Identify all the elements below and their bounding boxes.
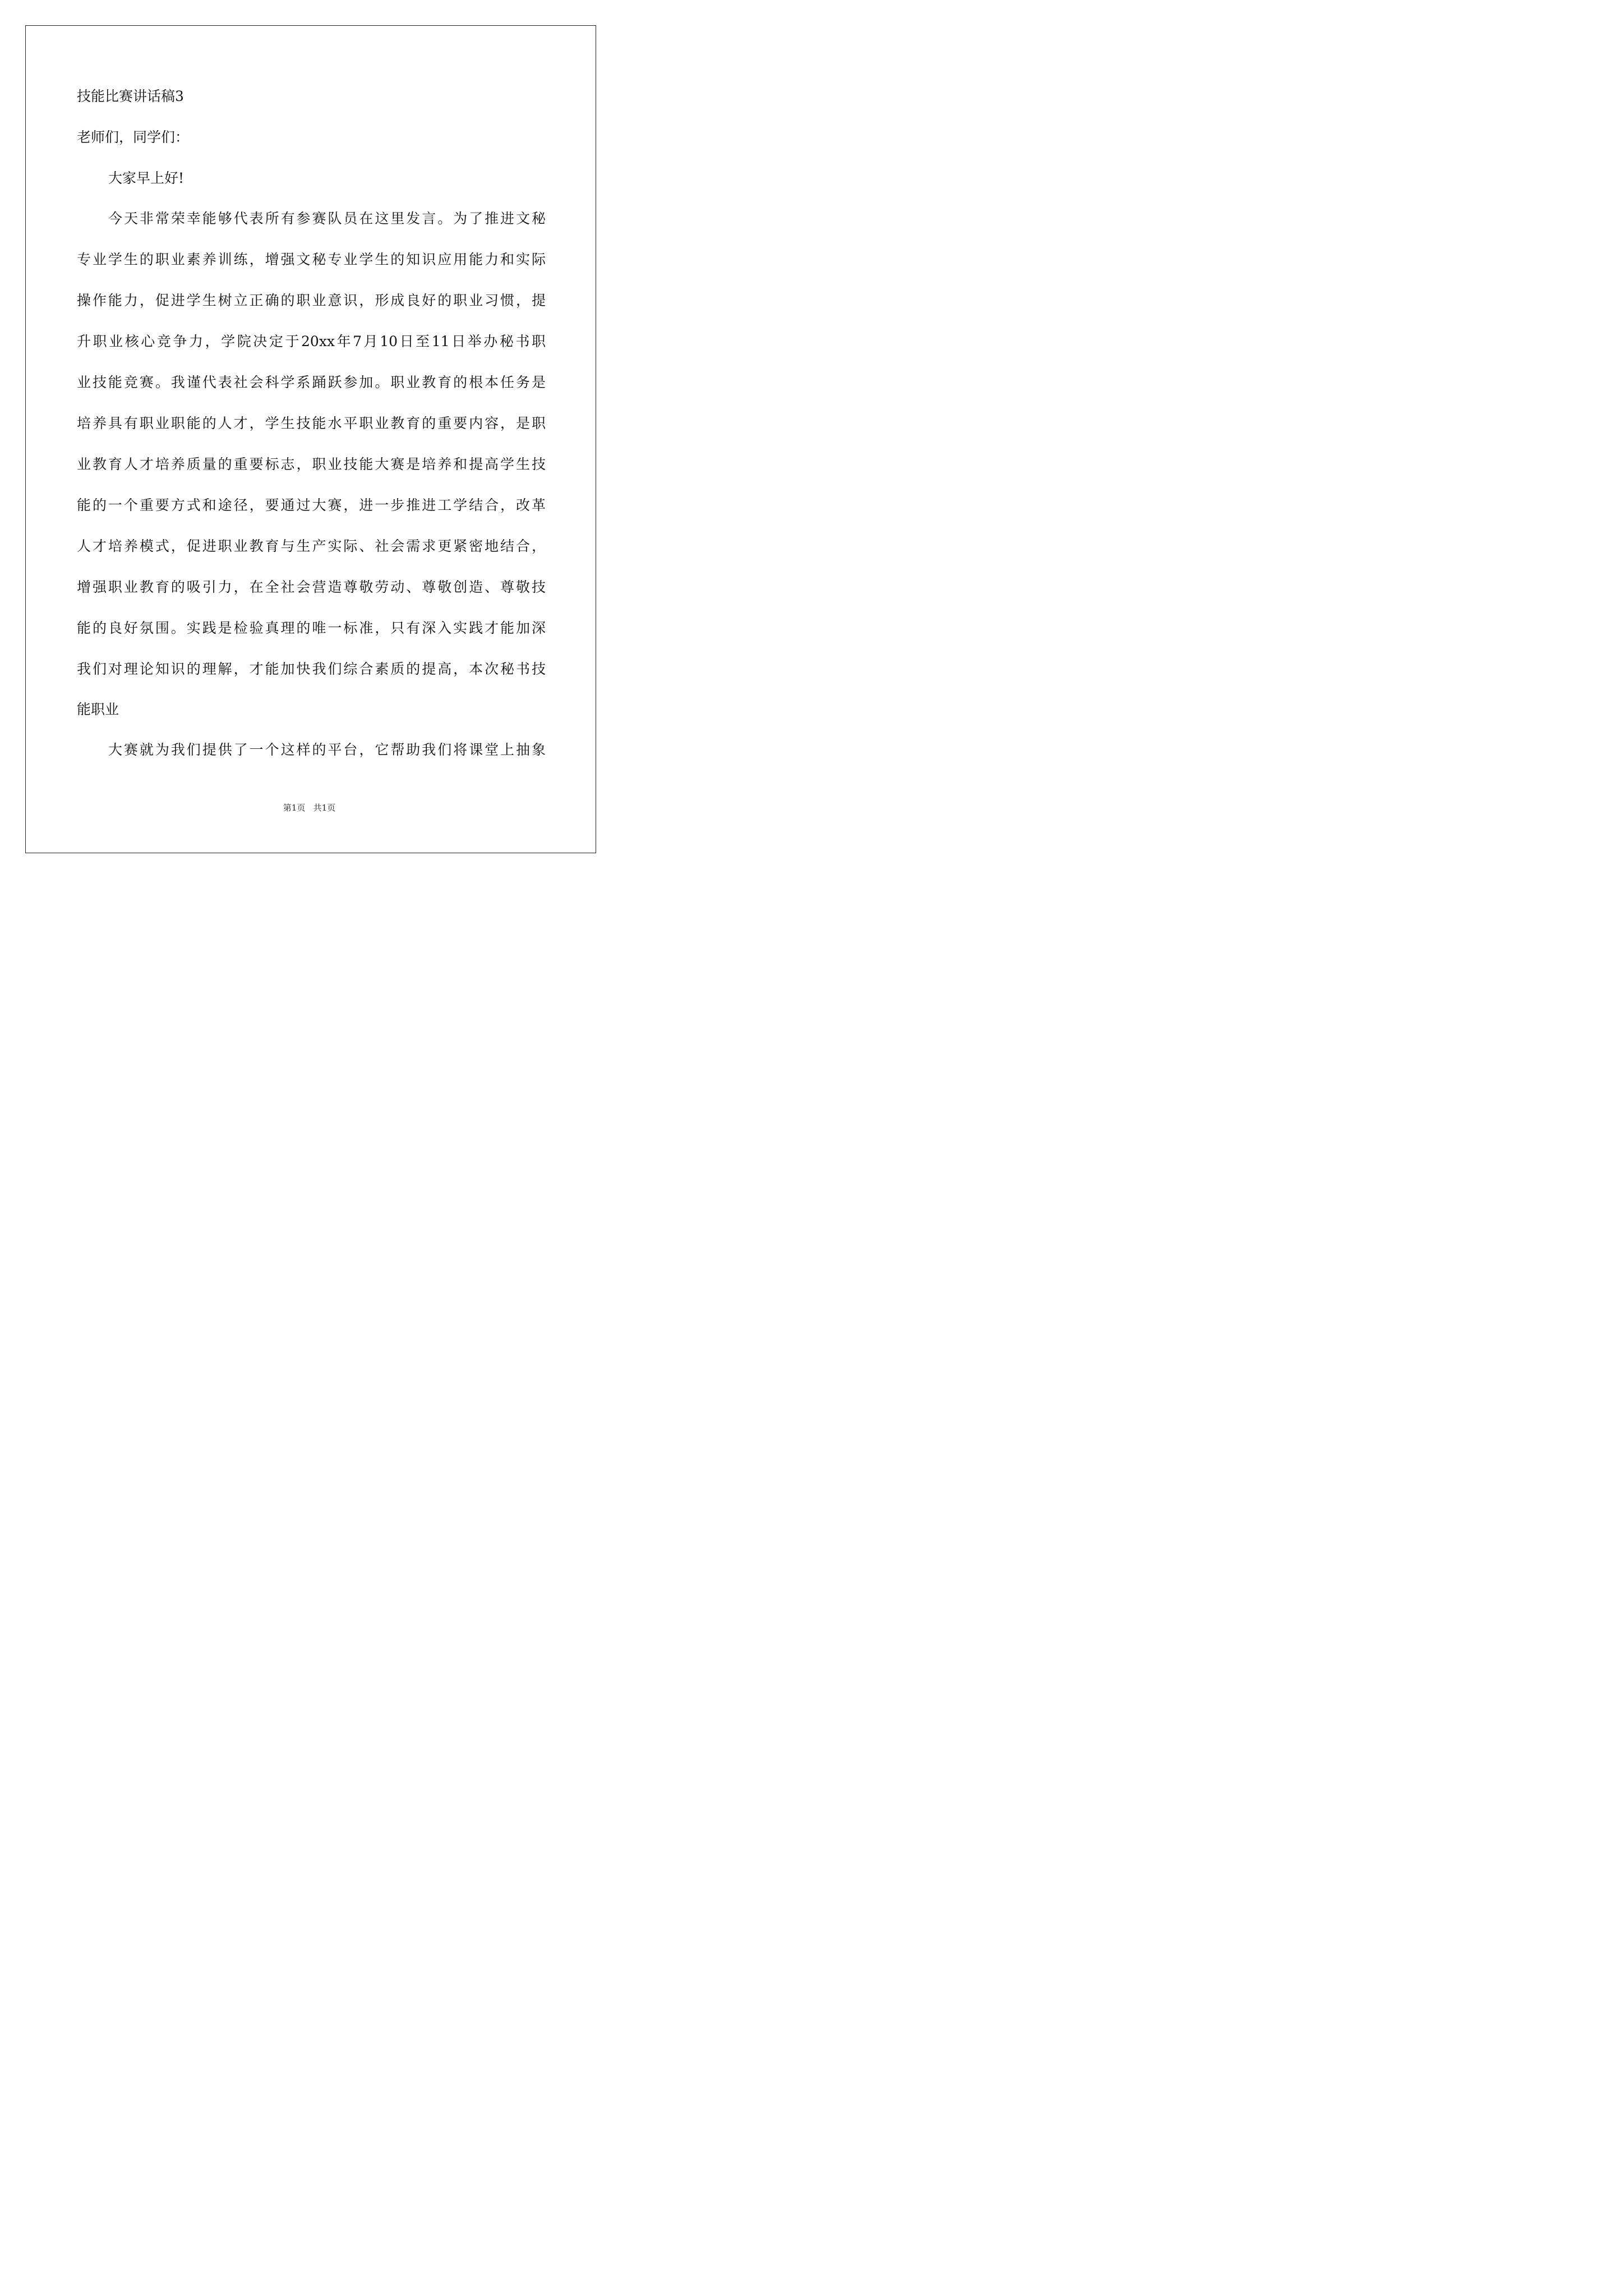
page-border: [25, 25, 596, 853]
paragraph-line: 能的良好氛围。实践是检验真理的唯一标准，只有深入实践才能加深: [77, 620, 546, 636]
greeting: 大家早上好!: [108, 170, 185, 186]
salutation: 老师们，同学们：: [77, 129, 190, 145]
paragraph-line: 今天非常荣幸能够代表所有参赛队员在这里发言。为了推进文秘: [108, 210, 546, 227]
paragraph-line: 专业学生的职业素养训练，增强文秘专业学生的知识应用能力和实际: [77, 251, 546, 268]
paragraph-line: 操作能力，促进学生树立正确的职业意识，形成良好的职业习惯，提: [77, 292, 546, 309]
paragraph-line: 升职业核心竞争力，学院决定于20xx年7月10日至11日举办秘书职: [77, 333, 546, 349]
paragraph-line: 大赛就为我们提供了一个这样的平台，它帮助我们将课堂上抽象: [108, 742, 546, 758]
paragraph-line: 业教育人才培养质量的重要标志，职业技能大赛是培养和提高学生技: [77, 456, 546, 472]
paragraph-line: 增强职业教育的吸引力，在全社会营造尊敬劳动、尊敬创造、尊敬技: [77, 579, 546, 595]
paragraph-line: 人才培养模式，促进职业教育与生产实际、社会需求更紧密地结合，: [77, 538, 546, 554]
paragraph-line: 业技能竞赛。我谨代表社会科学系踊跃参加。职业教育的根本任务是: [77, 374, 546, 390]
paragraph-line: 能职业: [77, 701, 119, 717]
paragraph-line: 培养具有职业职能的人才，学生技能水平职业教育的重要内容，是职: [77, 415, 546, 431]
paragraph-line: 能的一个重要方式和途径，要通过大赛，进一步推进工学结合，改革: [77, 497, 546, 513]
document-title: 技能比赛讲话稿3: [77, 88, 184, 104]
paragraph-line: 我们对理论知识的理解，才能加快我们综合素质的提高，本次秘书技: [77, 661, 546, 677]
page-number-footer: 第1页 共1页: [283, 803, 336, 813]
